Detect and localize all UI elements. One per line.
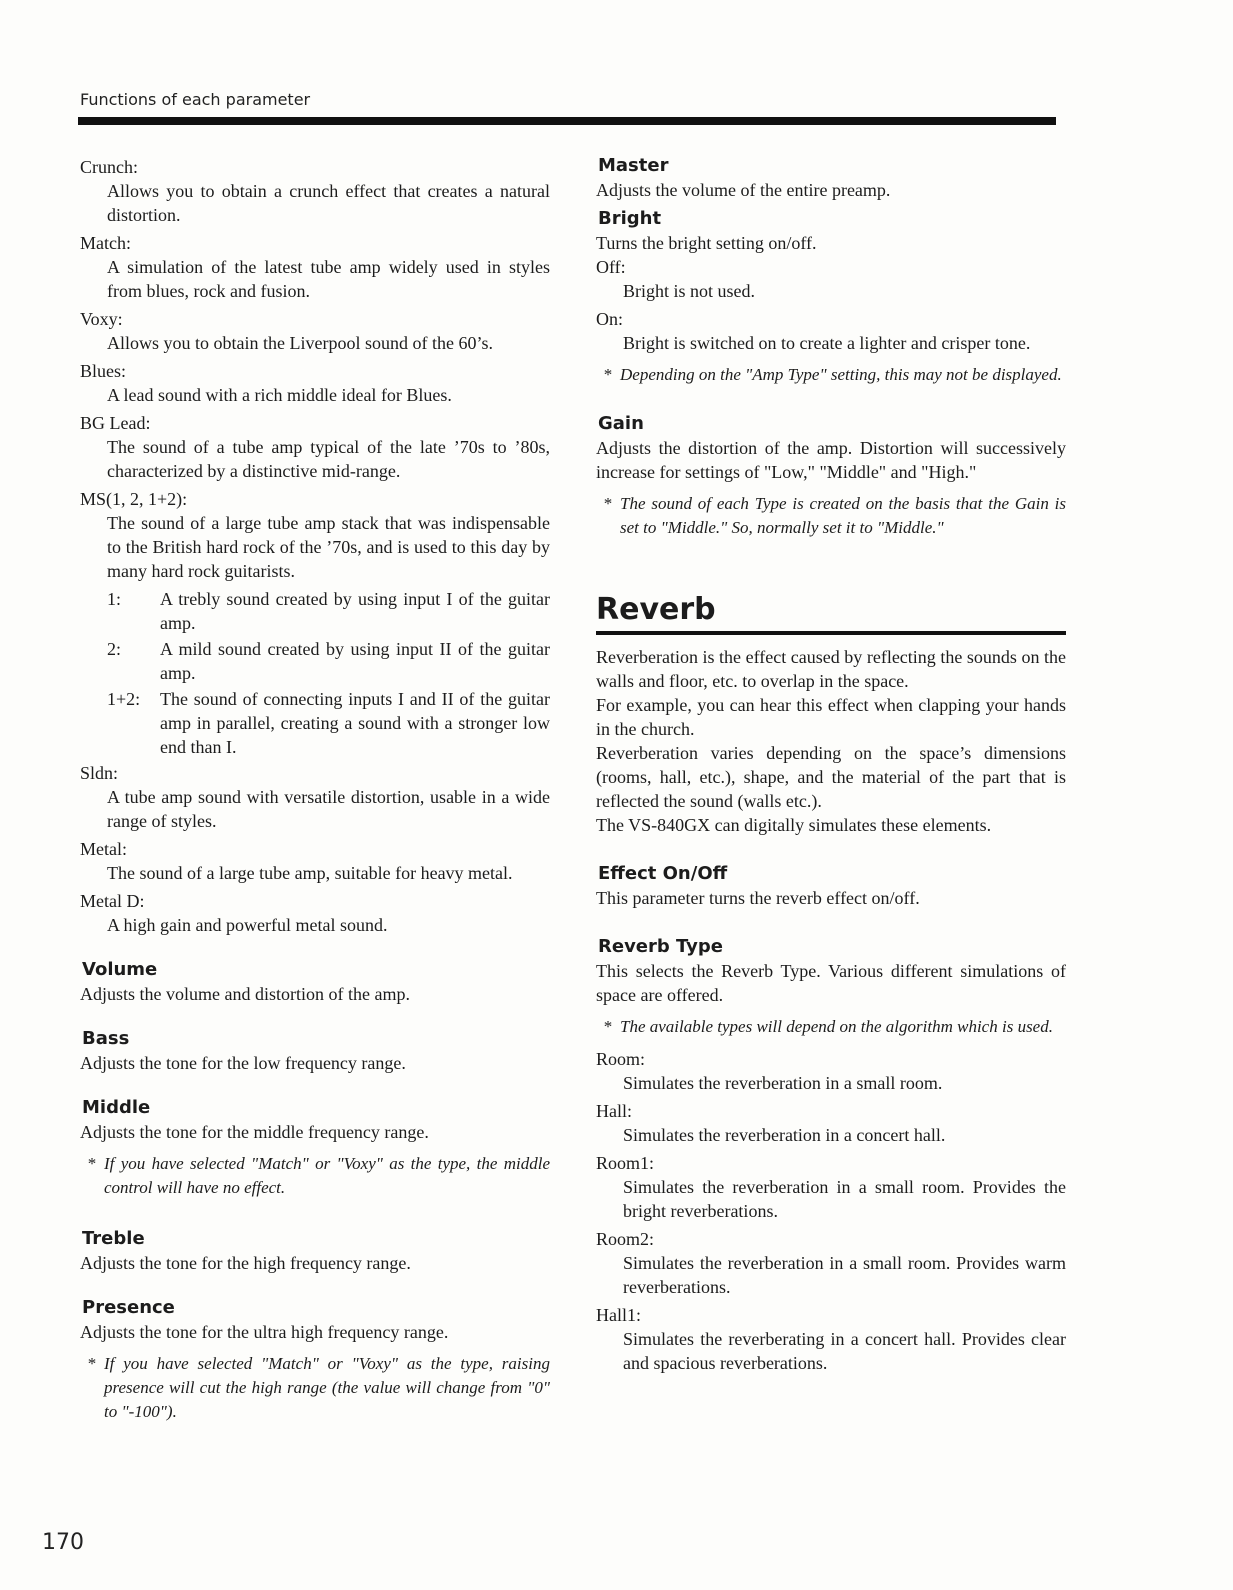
reverb-type-term: Room: — [596, 1049, 646, 1069]
reverb-type-body: This selects the Reverb Type. Various different simulations of space are offered. — [596, 961, 1066, 1005]
amp-type-desc: A lead sound with a rich middle ideal for Blues. — [107, 385, 452, 405]
reverb-intro: Reverberation is the effect caused by reflecting the sounds on the walls and floor, etc. to overlap in the space. — [596, 647, 1066, 691]
middle-note-text: If you have selected "Match" or "Voxy" as the type, the middle control will have no effect. — [104, 1154, 550, 1197]
middle-body: Adjusts the tone for the middle frequency range. — [80, 1122, 429, 1142]
asterisk-icon: * — [603, 494, 613, 513]
amp-type-term: Sldn: — [80, 763, 119, 783]
treble-body: Adjusts the tone for the high frequency range. — [80, 1253, 411, 1273]
reverb-type-note — [596, 1015, 1066, 1039]
presence-note-text: If you have selected "Match" or "Voxy" as the type, raising presence will cut the high range (the value will change from "0" to "-100"). — [104, 1354, 550, 1421]
ms-item-text: The sound of connecting inputs I and II of the guitar amp in parallel, creating a sound with a stronger low end than I. — [160, 689, 550, 757]
amp-type-desc: The sound of a tube amp typical of the late ’70s to ’80s, characterized by a distinctive mid-range. — [107, 437, 550, 481]
effect-onoff-heading: Effect On/Off — [598, 863, 728, 884]
bright-off-term: Off: — [596, 257, 626, 277]
asterisk-icon: * — [87, 1354, 97, 1373]
page-number: 170 — [42, 1530, 84, 1555]
gain-body: Adjusts the distortion of the amp. Distortion will successively increase for settings of "Low," "Middle" and "High." — [596, 438, 1066, 482]
bright-on-term: On: — [596, 309, 623, 329]
ms-item-text: A trebly sound created by using input I of the guitar amp. — [160, 589, 550, 633]
effect-onoff-body: This parameter turns the reverb effect on/off. — [596, 888, 920, 908]
bass-heading: Bass — [82, 1028, 130, 1049]
right-column — [596, 155, 1066, 1379]
master-body: Adjusts the volume of the entire preamp. — [596, 180, 891, 200]
amp-type-desc: Allows you to obtain the Liverpool sound of the 60’s. — [107, 333, 493, 353]
asterisk-icon: * — [87, 1154, 97, 1173]
ms-item-num: 1: — [107, 589, 122, 609]
ms-item-num: 1+2: — [107, 689, 141, 709]
presence-heading: Presence — [82, 1297, 175, 1318]
presence-body: Adjusts the tone for the ultra high frequency range. — [80, 1322, 449, 1342]
running-header: Functions of each parameter — [80, 90, 311, 109]
bright-note-text: Depending on the "Amp Type" setting, this may not be displayed. — [620, 365, 1062, 384]
amp-type-desc: A simulation of the latest tube amp widely used in styles from blues, rock and fusion. — [107, 257, 550, 301]
reverb-type-desc: Simulates the reverberation in a small room. — [623, 1073, 943, 1093]
volume-heading: Volume — [82, 959, 158, 980]
reverb-type-desc: Simulates the reverberation in a concert hall. — [623, 1125, 946, 1145]
reverb-type-desc: Simulates the reverberating in a concert hall. Provides clear and spacious reverberations. — [623, 1329, 1066, 1373]
amp-type-term: MS(1, 2, 1+2): — [80, 489, 188, 509]
amp-type-desc: A tube amp sound with versatile distortion, usable in a wide range of styles. — [107, 787, 550, 831]
header-rule — [78, 117, 1056, 125]
amp-type-term: Metal D: — [80, 891, 145, 911]
treble-heading: Treble — [82, 1228, 145, 1249]
ms-item-text: A mild sound created by using input II of the guitar amp. — [160, 639, 550, 683]
bright-body: Turns the bright setting on/off. — [596, 233, 817, 253]
presence-note — [80, 1352, 550, 1424]
amp-type-desc: The sound of a large tube amp stack that was indispensable to the British hard rock of the ’70s, and is used to this day by many hard rock guitarists. — [107, 513, 550, 581]
bright-note — [596, 363, 1066, 387]
amp-type-term: Metal: — [80, 839, 127, 859]
gain-note — [596, 492, 1066, 540]
master-heading: Master — [598, 155, 669, 176]
gain-note-text: The sound of each Type is created on the basis that the Gain is set to "Middle." So, normally set it to "Middle." — [620, 494, 1066, 537]
reverb-intro: Reverberation varies depending on the space’s dimensions (rooms, hall, etc.), shape, and the material of the part that is reflected the sound (walls etc.). — [596, 743, 1066, 811]
reverb-type-term: Room2: — [596, 1229, 655, 1249]
amp-type-term: Match: — [80, 233, 131, 253]
volume-body: Adjusts the volume and distortion of the amp. — [80, 984, 410, 1004]
amp-type-desc: The sound of a large tube amp, suitable for heavy metal. — [107, 863, 513, 883]
asterisk-icon: * — [603, 1017, 613, 1036]
reverb-type-desc: Simulates the reverberation in a small room. Provides warm reverberations. — [623, 1253, 1066, 1297]
middle-note — [80, 1152, 550, 1200]
bright-off-desc: Bright is not used. — [623, 281, 756, 301]
bass-body: Adjusts the tone for the low frequency range. — [80, 1053, 406, 1073]
amp-type-term: BG Lead: — [80, 413, 151, 433]
reverb-type-term: Hall: — [596, 1101, 632, 1121]
amp-type-term: Crunch: — [80, 157, 138, 177]
bright-on-desc: Bright is switched on to create a lighter and crisper tone. — [623, 333, 1031, 353]
left-column — [80, 155, 550, 1424]
reverb-type-term: Room1: — [596, 1153, 655, 1173]
reverb-type-term: Hall1: — [596, 1305, 641, 1325]
ms-item — [107, 637, 550, 685]
asterisk-icon: * — [603, 365, 613, 384]
reverb-intro: For example, you can hear this effect when clapping your hands in the church. — [596, 695, 1066, 739]
amp-type-desc: Allows you to obtain a crunch effect that creates a natural distortion. — [107, 181, 550, 225]
amp-type-term: Blues: — [80, 361, 127, 381]
reverb-intro: The VS-840GX can digitally simulates these elements. — [596, 815, 992, 835]
amp-type-desc: A high gain and powerful metal sound. — [107, 915, 388, 935]
ms-item-num: 2: — [107, 639, 122, 659]
amp-type-term: Voxy: — [80, 309, 123, 329]
gain-heading: Gain — [598, 413, 644, 434]
ms-item — [107, 687, 550, 759]
reverb-type-desc: Simulates the reverberation in a small room. Provides the bright reverberations. — [623, 1177, 1066, 1221]
bright-heading: Bright — [598, 208, 662, 229]
ms-item — [107, 587, 550, 635]
middle-heading: Middle — [82, 1097, 151, 1118]
reverb-type-heading: Reverb Type — [598, 936, 724, 957]
reverb-type-note-text: The available types will depend on the algorithm which is used. — [620, 1017, 1053, 1036]
reverb-section-title: Reverb — [596, 592, 1066, 635]
